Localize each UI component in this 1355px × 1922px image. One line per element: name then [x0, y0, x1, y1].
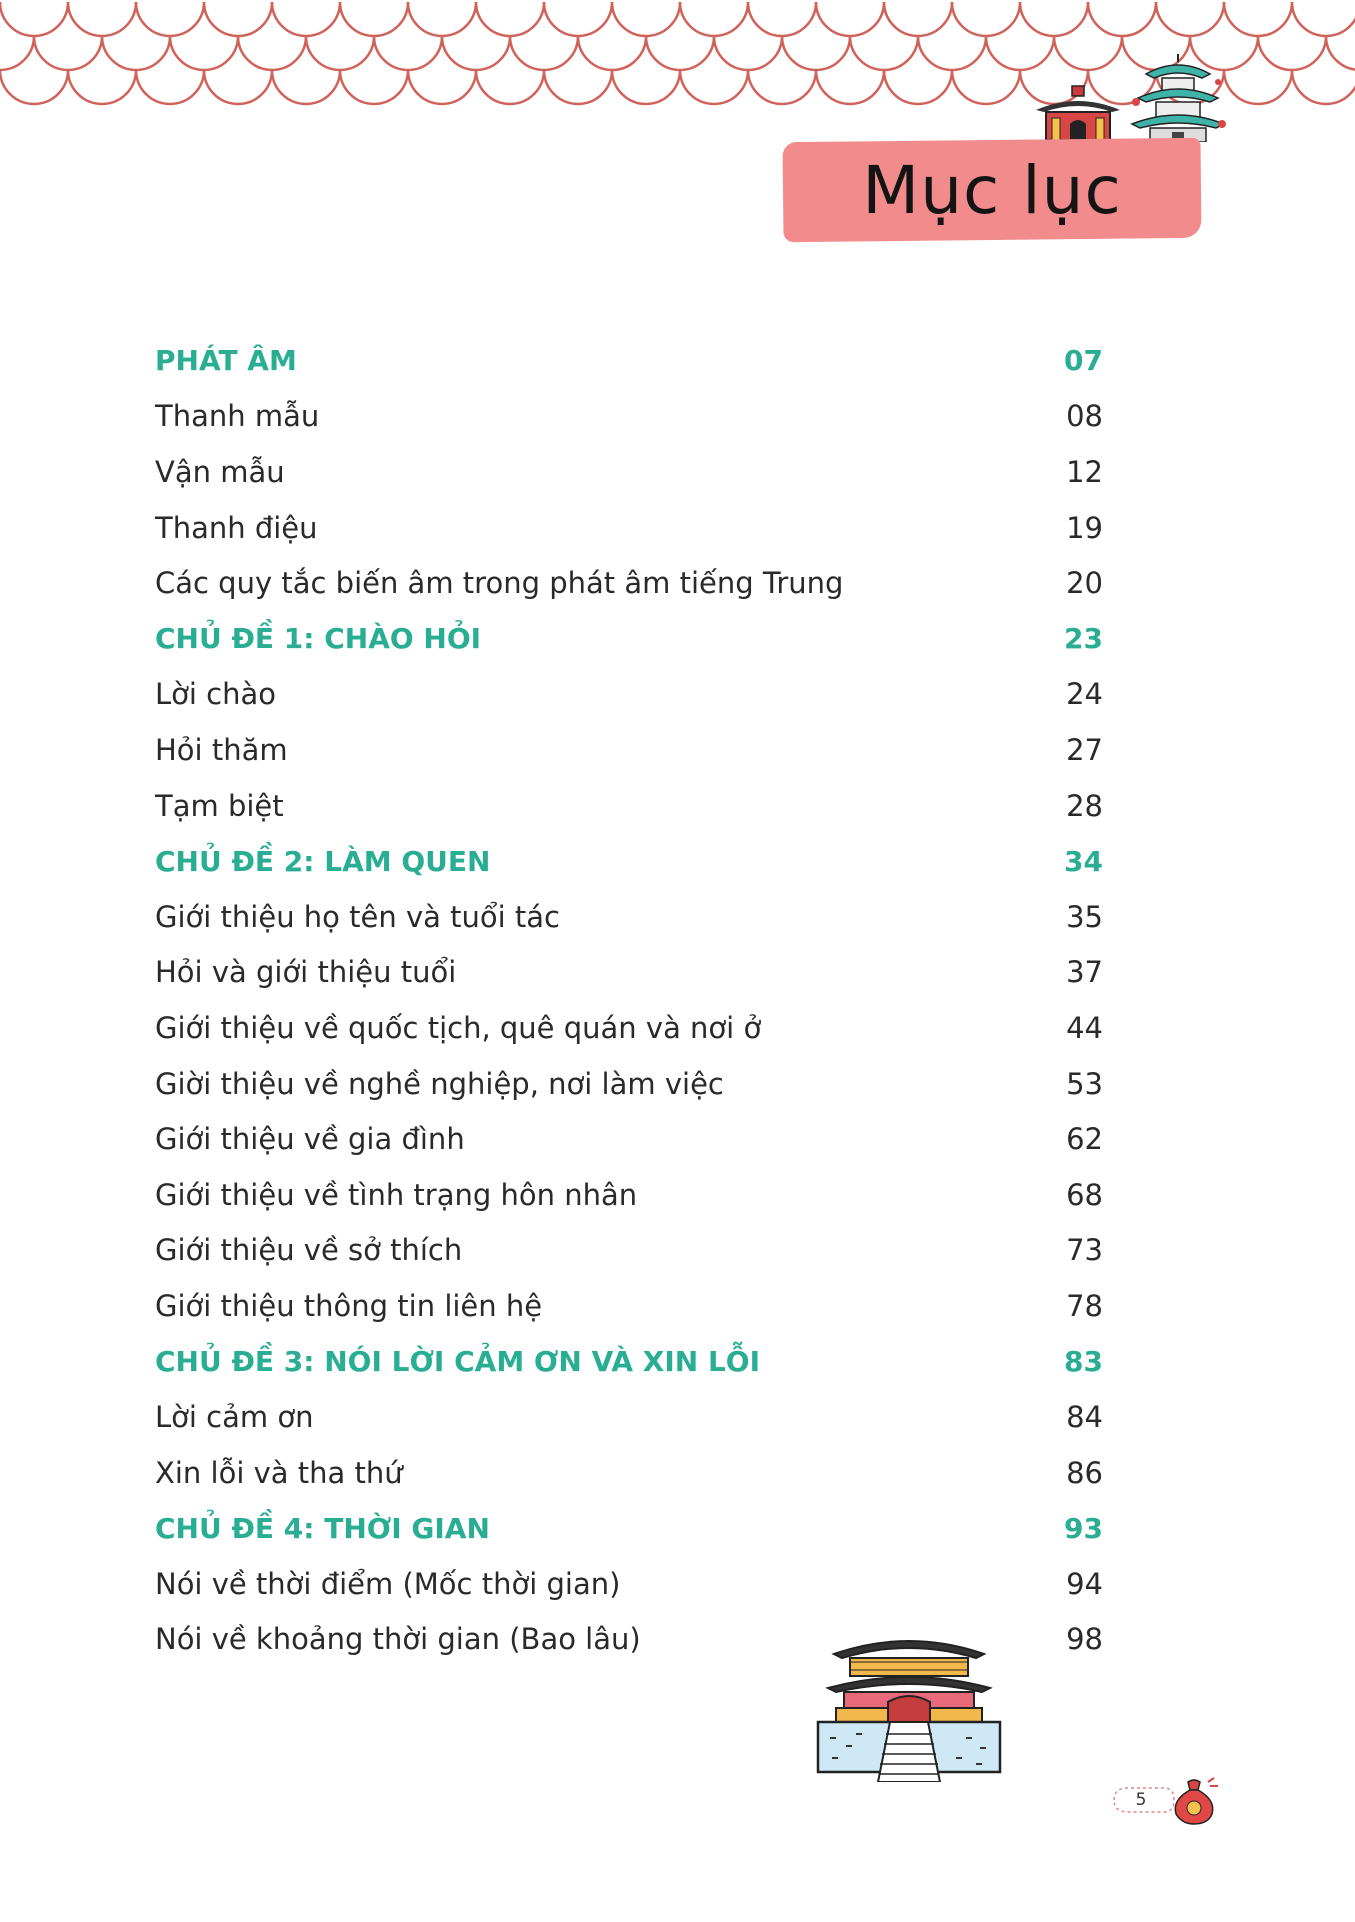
- scallop-arc: [714, 36, 782, 70]
- toc-entry-page: 24: [1066, 677, 1103, 712]
- scallop-arc: [986, 36, 1054, 70]
- scallop-arc: [442, 36, 510, 70]
- toc-entry-page: 23: [1064, 622, 1103, 656]
- scallop-arc: [408, 2, 476, 36]
- scallop-arc: [170, 36, 238, 70]
- toc-entry[interactable]: [155, 889, 1103, 945]
- toc-entry-page: 94: [1066, 1566, 1103, 1601]
- toc-entry[interactable]: [155, 1445, 1103, 1501]
- scallop-arc: [680, 70, 748, 104]
- toc-entry-page: 37: [1066, 955, 1103, 990]
- toc-entry-page: 62: [1066, 1122, 1103, 1157]
- toc-entry-page: 19: [1066, 510, 1103, 545]
- toc-entry[interactable]: [155, 555, 1103, 611]
- toc-entry-label: Hỏi thăm: [155, 732, 288, 767]
- toc-section-heading[interactable]: [155, 1334, 1103, 1390]
- scallop-arc: [884, 2, 952, 36]
- toc-entry[interactable]: [155, 444, 1103, 500]
- scallop-arc: [1326, 36, 1355, 70]
- table-of-contents: [155, 333, 1103, 1667]
- toc-entry[interactable]: [155, 1389, 1103, 1445]
- toc-entry-label: Các quy tắc biến âm trong phát âm tiếng Trung: [155, 566, 844, 601]
- scallop-arc: [0, 2, 68, 36]
- scallop-arc: [952, 70, 1020, 104]
- page-title: Mục lục: [862, 151, 1122, 229]
- scallop-arc: [1156, 2, 1224, 36]
- toc-entry-page: 27: [1066, 732, 1103, 767]
- toc-entry-page: 84: [1066, 1400, 1103, 1435]
- scallop-arc: [544, 2, 612, 36]
- toc-entry-page: 86: [1066, 1455, 1103, 1490]
- toc-entry-label: Lời chào: [155, 677, 277, 712]
- toc-entry-label: Lời cảm ơn: [155, 1400, 314, 1435]
- toc-entry-page: 28: [1066, 788, 1103, 823]
- scallop-arc: [850, 36, 918, 70]
- scallop-arc: [1258, 36, 1326, 70]
- scallop-arc: [748, 2, 816, 36]
- scallop-arc: [1292, 2, 1355, 36]
- scallop-arc: [272, 70, 340, 104]
- scallop-arc: [918, 36, 986, 70]
- scallop-arc: [68, 2, 136, 36]
- toc-entry-page: 78: [1066, 1288, 1103, 1323]
- toc-entry[interactable]: [155, 1556, 1103, 1612]
- toc-entry[interactable]: [155, 1111, 1103, 1167]
- scallop-arc: [136, 70, 204, 104]
- toc-entry-label: Nói về thời điểm (Mốc thời gian): [155, 1566, 621, 1601]
- toc-section-heading[interactable]: [155, 1500, 1103, 1556]
- scallop-arc: [0, 70, 68, 104]
- scallop-arc: [952, 2, 1020, 36]
- toc-entry-page: 34: [1064, 844, 1103, 878]
- scallop-arc: [408, 70, 476, 104]
- toc-entry-label: Nói về khoảng thời gian (Bao lâu): [155, 1622, 641, 1657]
- scallop-arc: [68, 70, 136, 104]
- scallop-arc: [0, 36, 34, 70]
- toc-entry-page: 08: [1066, 399, 1103, 434]
- toc-entry[interactable]: [155, 1223, 1103, 1279]
- toc-entry-page: 68: [1066, 1177, 1103, 1212]
- toc-entry-page: 07: [1064, 344, 1103, 378]
- toc-entry-label: Giới thiệu thông tin liên hệ: [155, 1288, 543, 1323]
- scallop-arc: [476, 70, 544, 104]
- toc-entry-label: Xin lỗi và tha thứ: [155, 1455, 403, 1490]
- scallop-arc: [1292, 70, 1355, 104]
- toc-entry-label: CHỦ ĐỀ 3: NÓI LỜI CẢM ƠN VÀ XIN LỖI: [155, 1344, 761, 1378]
- scallop-arc: [374, 36, 442, 70]
- scallop-arc: [340, 70, 408, 104]
- toc-section-heading[interactable]: [155, 611, 1103, 667]
- scallop-arc: [1224, 70, 1292, 104]
- scallop-arc: [612, 2, 680, 36]
- toc-entry[interactable]: [155, 722, 1103, 778]
- toc-entry[interactable]: [155, 500, 1103, 556]
- scallop-arc: [544, 70, 612, 104]
- toc-entry[interactable]: [155, 778, 1103, 834]
- toc-entry-page: 44: [1066, 1010, 1103, 1045]
- toc-entry-label: Giới thiệu về sở thích: [155, 1233, 463, 1268]
- money-bag-icon: [1168, 1776, 1220, 1826]
- scallop-arc: [612, 70, 680, 104]
- toc-entry-label: Giới thiệu về gia đình: [155, 1122, 465, 1157]
- toc-entry[interactable]: [155, 667, 1103, 723]
- toc-entry[interactable]: [155, 1278, 1103, 1334]
- toc-entry-label: Hỏi và giới thiệu tuổi: [155, 955, 457, 990]
- page-number: 5: [1135, 1790, 1147, 1810]
- toc-section-heading[interactable]: [155, 833, 1103, 889]
- temple-icon: [1032, 82, 1124, 142]
- toc-entry[interactable]: [155, 1000, 1103, 1056]
- toc-entry-page: 35: [1066, 899, 1103, 934]
- toc-entry-page: 12: [1066, 454, 1103, 489]
- toc-entry[interactable]: [155, 945, 1103, 1001]
- toc-entry-page: 93: [1064, 1511, 1103, 1545]
- palace-gate-icon: [816, 1624, 1002, 1782]
- toc-section-heading[interactable]: [155, 333, 1103, 389]
- scallop-arc: [204, 2, 272, 36]
- toc-entry-label: Giới thiệu về tình trạng hôn nhân: [155, 1177, 638, 1212]
- scallop-arc: [136, 2, 204, 36]
- scallop-arc: [816, 70, 884, 104]
- scallop-arc: [204, 70, 272, 104]
- scallop-arc: [1224, 2, 1292, 36]
- toc-entry-label: PHÁT ÂM: [155, 344, 297, 378]
- toc-entry[interactable]: [155, 389, 1103, 445]
- scallop-arc: [238, 36, 306, 70]
- toc-entry-label: CHỦ ĐỀ 2: LÀM QUEN: [155, 844, 491, 878]
- toc-entry[interactable]: [155, 1167, 1103, 1223]
- scallop-arc: [272, 2, 340, 36]
- scallop-arc: [816, 2, 884, 36]
- scallop-arc: [306, 36, 374, 70]
- toc-entry-page: 98: [1066, 1622, 1103, 1657]
- toc-entry-label: Giới thiệu họ tên và tuổi tác: [155, 899, 560, 934]
- pagoda-icon: [1128, 52, 1228, 142]
- scallop-arc: [884, 70, 952, 104]
- toc-entry-label: Giới thiệu về quốc tịch, quê quán và nơi ở: [155, 1010, 762, 1045]
- scallop-arc: [1020, 2, 1088, 36]
- scallop-arc: [340, 2, 408, 36]
- scallop-arc: [782, 36, 850, 70]
- scallop-arc: [102, 36, 170, 70]
- toc-entry[interactable]: [155, 1056, 1103, 1112]
- toc-entry-label: Vận mẫu: [155, 454, 285, 489]
- toc-entry-page: 20: [1066, 566, 1103, 601]
- toc-entry-label: Tạm biệt: [155, 788, 284, 823]
- toc-entry-label: CHỦ ĐỀ 4: THỜI GIAN: [155, 1511, 490, 1545]
- scallop-arc: [680, 2, 748, 36]
- scallop-arc: [1088, 2, 1156, 36]
- scallop-arc: [34, 36, 102, 70]
- toc-entry-label: Thanh mẫu: [155, 399, 320, 434]
- scallop-arc: [578, 36, 646, 70]
- scallop-arc: [476, 2, 544, 36]
- scallop-arc: [1054, 36, 1122, 70]
- toc-entry-label: Giời thiệu về nghề nghiệp, nơi làm việc: [155, 1066, 724, 1101]
- toc-entry-label: CHỦ ĐỀ 1: CHÀO HỎI: [155, 622, 482, 656]
- toc-entry-page: 83: [1064, 1344, 1103, 1378]
- toc-entry-label: Thanh điệu: [155, 510, 318, 545]
- scallop-arc: [510, 36, 578, 70]
- scallop-arc: [748, 70, 816, 104]
- toc-entry-page: 53: [1066, 1066, 1103, 1101]
- scallop-arc: [646, 36, 714, 70]
- toc-entry-page: 73: [1066, 1233, 1103, 1268]
